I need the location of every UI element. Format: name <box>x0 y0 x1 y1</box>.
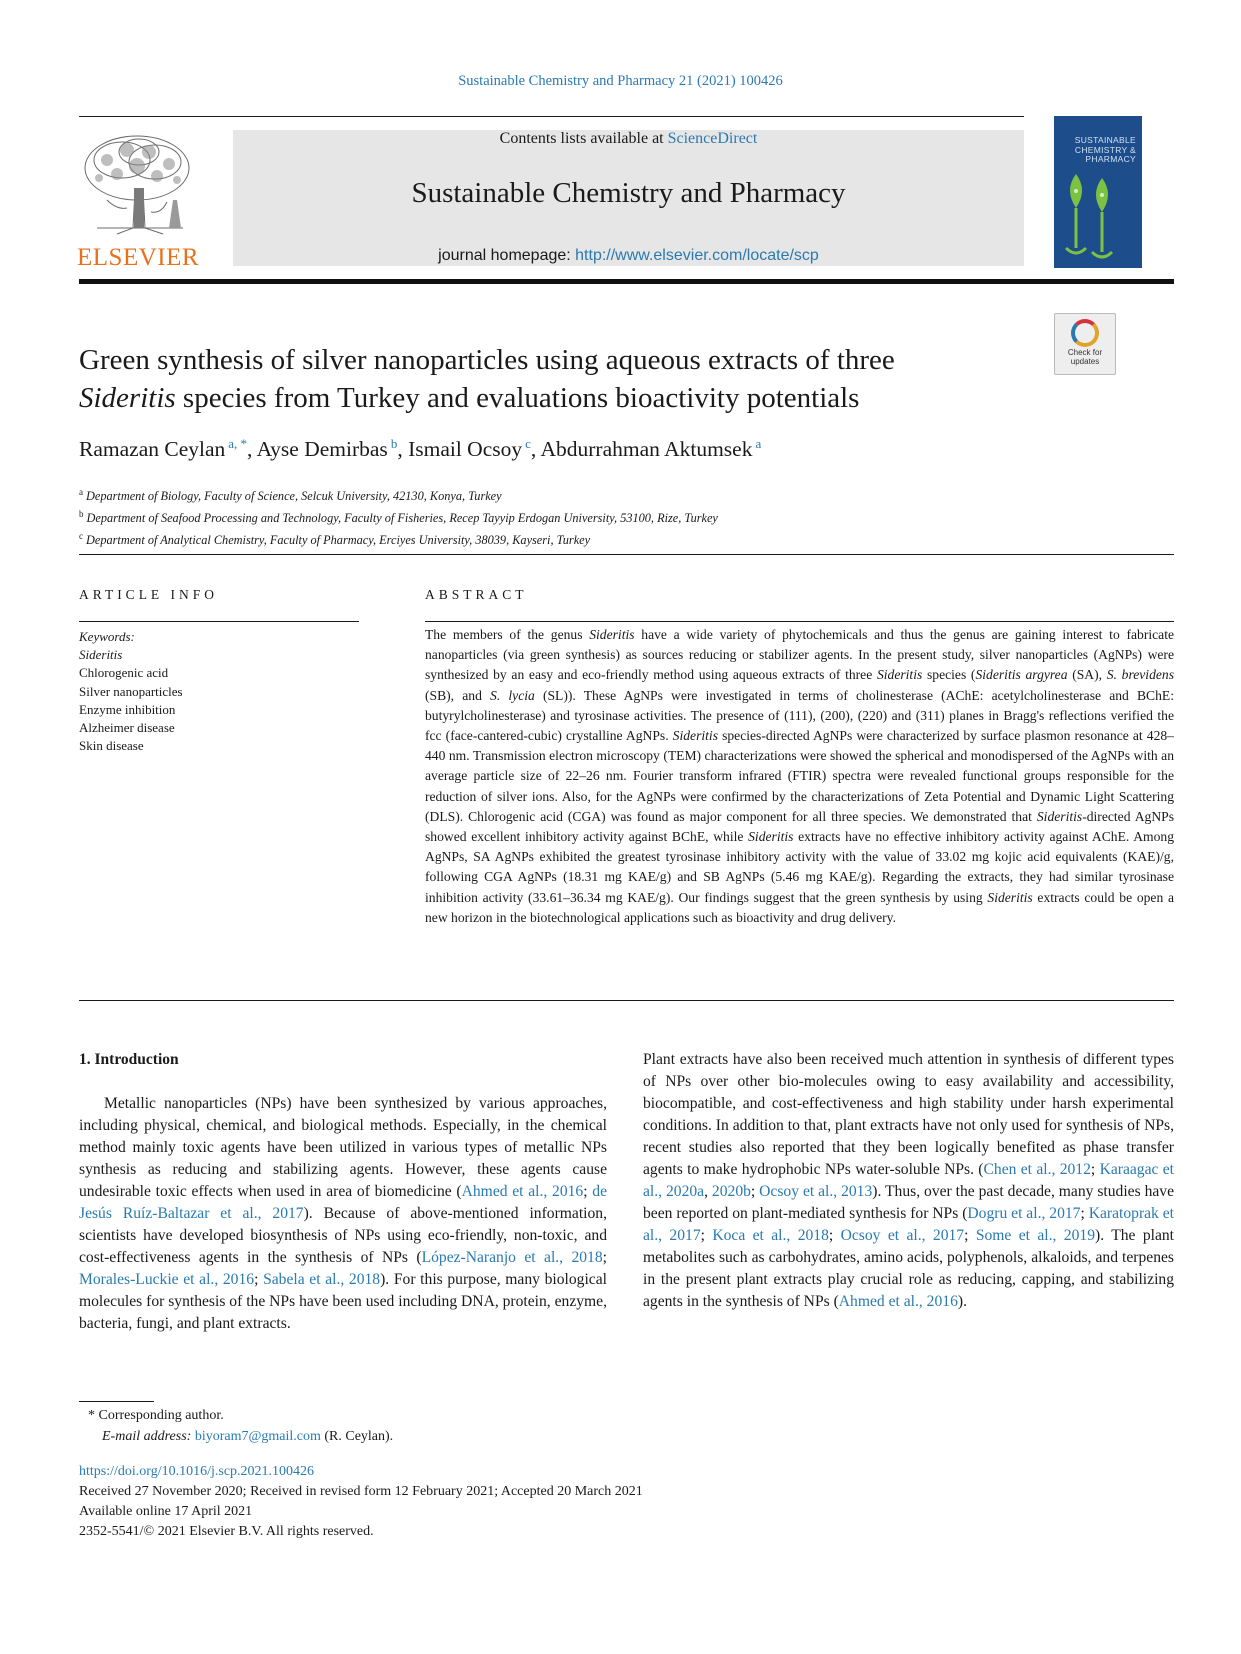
author-name[interactable]: Abdurrahman Aktumsek <box>540 437 753 461</box>
keyword-item: Skin disease <box>79 738 144 754</box>
author-affil-mark[interactable]: b <box>390 436 398 451</box>
abstract-run: The members of the genus <box>425 627 590 642</box>
abstract-run: extracts could be open a new horizon in the biotechnological applications such as bioactivity and drug delivery. <box>425 889 1175 925</box>
body-run: ). <box>957 1293 967 1310</box>
corresponding-footnote <box>88 1406 393 1447</box>
journal-reference-link[interactable]: Sustainable Chemistry and Pharmacy 21 (2021) 100426 <box>458 73 783 89</box>
doi-link[interactable]: https://doi.org/10.1016/j.scp.2021.100426 <box>79 1464 315 1479</box>
affiliation-text: Department of Biology, Faculty of Science, Selcuk University, 42130, Konya, Turkey <box>86 489 502 504</box>
keyword-item: Chlorogenic acid <box>79 665 169 681</box>
author-affil-mark[interactable]: c <box>525 436 531 451</box>
sciencedirect-link[interactable]: ScienceDirect <box>667 130 758 147</box>
abstract-italic: Sideritis <box>876 667 923 683</box>
abstract-run: extracts have no effective inhibitory activity against AChE. Among AgNPs, SA AgNPs exhibited the greatest tyrosinase inhibitory activity with the value of 33.02 mg kojic acid equivalents (KAE)/g, following CGA AgNPs (18.31 mg KAE/g) and SB AgNPs (5.46 mg KAE/g). Regarding the extracts, they had similar tyrosinase inhibition activity (33.61–36.34 mg KAE/g). Our findings suggest that the green synthesis by using <box>425 829 1174 905</box>
check-updates-icon <box>1071 319 1099 347</box>
keywords-block <box>79 628 183 755</box>
abstract-italic: S. brevidens <box>1106 667 1174 683</box>
author-separator: , <box>247 437 257 461</box>
abstract-italic: Sideritis <box>672 728 718 744</box>
author-affil-mark[interactable]: a <box>755 436 762 451</box>
author-separator: , <box>530 437 541 461</box>
footnote-rule <box>79 1401 154 1402</box>
body-run: ; <box>750 1183 760 1200</box>
article-info-heading: ARTICLE INFO <box>79 587 219 602</box>
citation-link[interactable]: 2020b <box>711 1183 751 1200</box>
abstract-rule <box>425 621 1174 622</box>
abstract-end-rule <box>79 1000 1174 1001</box>
check-for-updates-badge[interactable] <box>1054 313 1116 375</box>
title-line-1: Green synthesis of silver nanoparticles using aqueous extracts of three <box>79 344 895 376</box>
abstract-run: (SA), <box>1067 667 1107 683</box>
citation-link[interactable]: Ocsoy et al., 2013 <box>759 1183 873 1200</box>
author-separator: , <box>397 437 409 461</box>
citation-link[interactable]: Karatoprak et al., 2017 <box>643 1205 1175 1244</box>
header-top-rule <box>79 116 1024 117</box>
body-run: ; <box>828 1227 841 1244</box>
body-run: ). Thus, over the past decade, many studies have been reported on plant-mediated synthesis for NPs ( <box>643 1183 1175 1222</box>
abstract-run: species-directed AgNPs were characterized by surface plasmon resonance at 428–440 nm. Transmission electron microscopy (TEM) characterizations were showed the spherical and monodispersed of the AgNPs with an average particle size of 22–26 nm. Fourier transform infrared (FTIR) spectra were revealed functional groups responsible for the reduction of silver ions. Also, for the AgNPs were confirmed by the characterizations of Zeta Potential and Dynamic Light Scattering (DLS). Chlorogenic acid (CGA) was found as major component for all three species. We demonstrated that <box>425 728 1174 824</box>
title-genus: Sideritis <box>79 382 176 414</box>
abstract-italic: Sideritis argyrea <box>975 667 1068 683</box>
body-run: Plant extracts have also been received much attention in synthesis of different types of NPs over other bio-molecules owing to easy availability and accessibility, biocompatible, and cost-effectiveness and high stability under harsh experimental conditions. In addition to that, plant extracts have not only used for synthesis of NPs, recent studies also reported that they been logically benefited as phase transfer agents to make hydrophobic NPs water-soluble NPs. ( <box>643 1051 1174 1178</box>
abstract-italic: Sideritis <box>589 627 635 642</box>
section-rule <box>79 554 1174 555</box>
keywords-label: Keywords: <box>79 629 135 644</box>
keyword-item: Enzyme inhibition <box>79 701 176 717</box>
citation-link[interactable]: Ocsoy et al., 2017 <box>840 1227 965 1244</box>
keyword-item: Alzheimer disease <box>79 720 175 736</box>
citation-link[interactable]: Morales-Luckie et al., 2016 <box>79 1271 255 1288</box>
abstract-italic: Sideritis <box>1036 808 1083 824</box>
body-run: ; <box>964 1227 976 1244</box>
affiliation-mark: a <box>79 487 83 497</box>
abstract-run: have a wide variety of phytochemicals and thus the genus are gaining interest to fabricate nanoparticles (via green synthesis) as sources reducing or stabilizer agents. In the present study, silver nanoparticles (AgNPs) were synthesized by an easy and eco-friendly method using aqueous extracts of three <box>425 627 1174 683</box>
body-run: ; <box>1090 1161 1100 1178</box>
abstract-italic: S. lycia <box>490 687 535 703</box>
citation-link[interactable]: Dogru et al., 2017 <box>967 1205 1081 1222</box>
abstract-italic: Sideritis <box>748 829 794 845</box>
affiliation-mark: c <box>79 531 83 542</box>
affiliation-item <box>79 483 718 505</box>
affiliation-mark: b <box>79 509 84 520</box>
journal-cover[interactable] <box>1054 116 1142 268</box>
citation-link[interactable]: Sabela et al., 2018 <box>263 1271 381 1288</box>
copyright-line: 2352-5541/© 2021 Elsevier B.V. All rights reserved. <box>79 1524 374 1539</box>
body-run: ; <box>254 1271 264 1288</box>
introduction-heading: 1. Introduction <box>79 1051 179 1068</box>
body-run: ). For this purpose, many biological molecules for synthesis of the NPs have been used including DNA, protein, enzyme, bacteria, fungi, and plant extracts. <box>79 1271 607 1332</box>
cover-leaf-icon <box>1054 116 1142 268</box>
body-run: ; <box>700 1227 713 1244</box>
body-run: Metallic nanoparticles (NPs) have been synthesized by various approaches, including physical, chemical, and biological methods. Especially, in the chemical method mainly toxic agents have been utilized in various types of metallic NPs synthesis as reducing and stabilizing agents. However, these agents cause undesirable toxic effects when used in area of biomedicine ( <box>79 1095 607 1200</box>
keyword-item: Sideritis <box>79 647 123 663</box>
affiliation-text: Department of Analytical Chemistry, Faculty of Pharmacy, Erciyes University, 38039, Kayseri, Turkey <box>86 533 591 548</box>
author-name[interactable]: Ayse Demirbas <box>256 437 388 461</box>
abstract-run: (SB), and <box>425 687 491 703</box>
author-affil-mark[interactable]: a, * <box>228 436 248 451</box>
author-list <box>79 436 761 462</box>
email-suffix: (R. Ceylan). <box>320 1428 394 1444</box>
header-thick-rule <box>79 279 1174 284</box>
citation-link[interactable]: de Jesús Ruíz-Baltazar et al., 2017 <box>79 1183 608 1222</box>
email-label: E-mail address: <box>102 1428 195 1444</box>
citation-link[interactable]: Ahmed et al., 2016 <box>838 1293 958 1310</box>
body-run: ; <box>583 1183 593 1200</box>
body-run: ; <box>602 1249 607 1266</box>
author-name[interactable]: Ramazan Ceylan <box>79 437 226 461</box>
contents-prefix: Contents lists available at <box>499 130 668 147</box>
elsevier-tree-icon <box>77 130 203 238</box>
article-info-rule <box>79 621 359 622</box>
abstract-heading: ABSTRACT <box>425 587 528 602</box>
article-meta <box>79 1462 643 1542</box>
keyword-item: Silver nanoparticles <box>79 683 183 699</box>
publisher-wordmark: ELSEVIER <box>77 244 200 271</box>
homepage-link[interactable]: http://www.elsevier.com/locate/scp <box>575 247 819 264</box>
abstract-italic: Sideritis <box>987 889 1033 905</box>
abstract-run: species ( <box>922 667 976 683</box>
elsevier-logo <box>77 130 203 272</box>
citation-link[interactable]: Koca et al., 2018 <box>712 1227 829 1244</box>
available-online: Available online 17 April 2021 <box>79 1504 253 1519</box>
citation-link[interactable]: López-Naranjo et al., 2018 <box>421 1249 603 1266</box>
title-line-2: species from Turkey and evaluations bioactivity potentials <box>175 382 860 414</box>
abstract-text <box>425 625 1174 928</box>
citation-link[interactable]: Some et al., 2019 <box>975 1227 1095 1244</box>
received-dates: Received 27 November 2020; Received in revised form 12 February 2021; Accepted 20 March 2021 <box>79 1484 643 1499</box>
journal-title: Sustainable Chemistry and Pharmacy <box>411 177 846 209</box>
affiliation-item <box>79 527 718 549</box>
email-link[interactable]: biyoram7@gmail.com <box>194 1428 321 1444</box>
intro-right-column <box>643 1049 1174 1313</box>
affiliation-item <box>79 505 718 527</box>
intro-left-column <box>79 1093 607 1335</box>
affiliation-text: Department of Seafood Processing and Technology, Faculty of Fisheries, Recep Tayyip Erdogan University, 53100, Rize, Turkey <box>86 511 718 526</box>
body-run: ; <box>1080 1205 1089 1222</box>
journal-reference[interactable] <box>0 73 1241 90</box>
body-run: ). Because of above-mentioned information, scientists have developed biosynthesis of NPs using eco-friendly, non-toxic, and cost-effectiveness agents in the synthesis of NPs ( <box>79 1205 607 1266</box>
email-line <box>88 1427 393 1448</box>
author-name[interactable]: Ismail Ocsoy <box>408 437 523 461</box>
abstract-run: (SL)). These AgNPs were investigated in terms of cholinesterase (AChE: acetylcholinesterase and BChE: butyrylcholinesterase) and tyrosinase activities. The presence of (111), (200), (220) and (311) planes in Bragg's reflections verified the fcc (face-cantered-cubic) crystalline AgNPs. <box>425 687 1174 744</box>
corresponding-author-note: * Corresponding author. <box>88 1408 224 1423</box>
abstract-run: -directed AgNPs showed excellent inhibitory activity against BChE, while <box>425 808 1175 845</box>
citation-link[interactable]: Chen et al., 2012 <box>983 1161 1091 1178</box>
cover-title: SUSTAINABLE CHEMISTRY & PHARMACY <box>1074 135 1136 164</box>
citation-link[interactable]: Ahmed et al., 2016 <box>461 1183 584 1200</box>
body-run: , <box>704 1183 712 1200</box>
article-title <box>79 341 1019 417</box>
citation-link[interactable]: Karaagac et al., 2020a <box>643 1161 1175 1200</box>
affiliations <box>79 483 718 549</box>
check-updates-label: Check for updates <box>1067 348 1103 366</box>
homepage-prefix: journal homepage: <box>438 247 576 264</box>
body-run: ). The plant metabolites such as carbohydrates, amino acids, polyphenols, alkaloids, and terpenes in the present plant extracts play crucial role as reducing, capping, and stabilizing agents in the synthesis of NPs ( <box>643 1227 1174 1310</box>
contents-line <box>233 130 1024 148</box>
homepage-line <box>233 247 1024 265</box>
journal-banner <box>233 130 1024 266</box>
